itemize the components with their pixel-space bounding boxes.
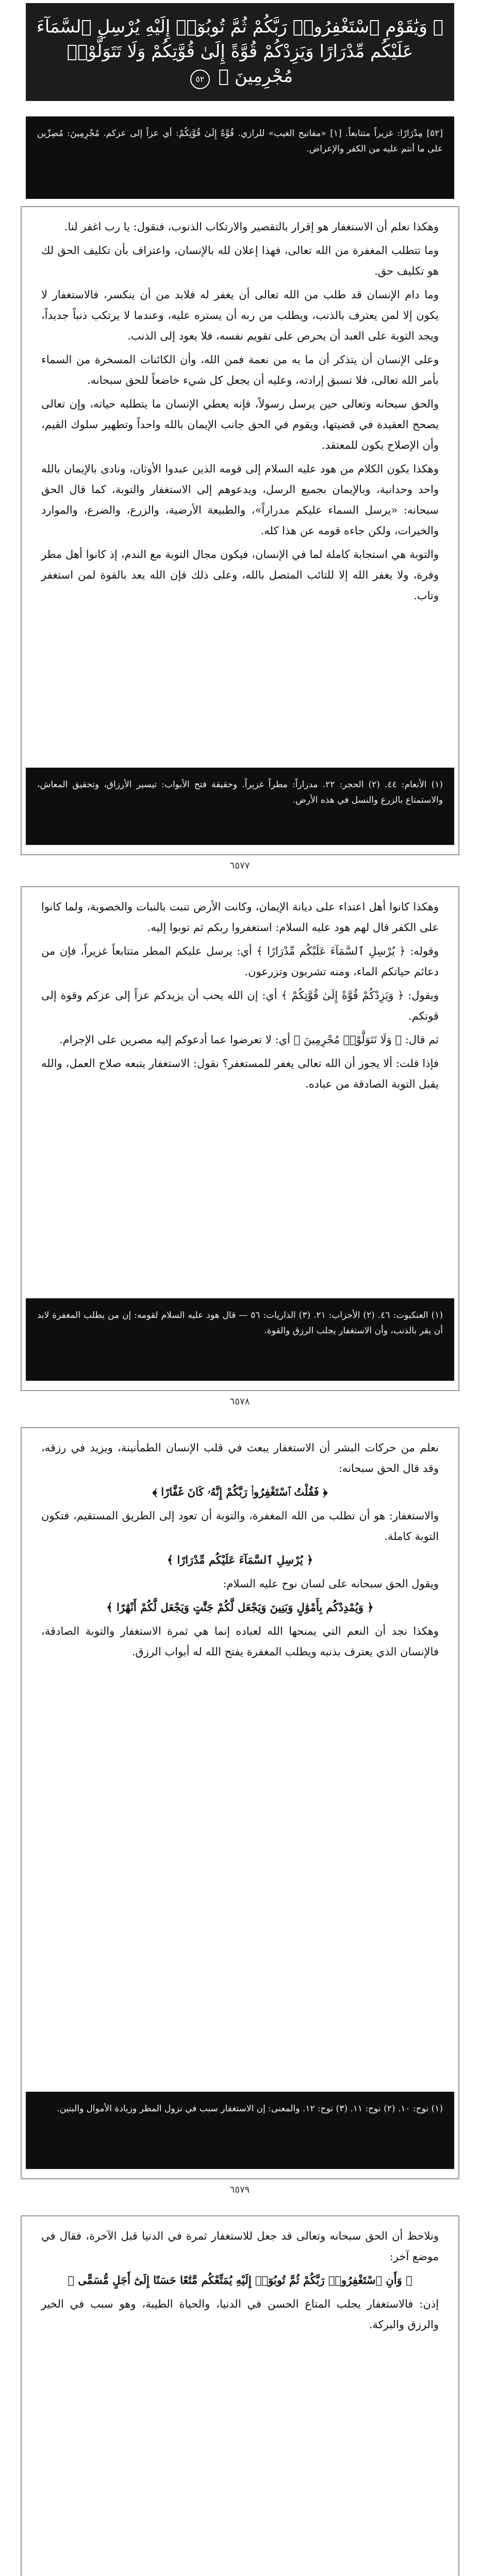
paragraph: ونلاحظ أن الحق سبحانه وتعالى قد جعل للاستغفار ثمرة في الدنيا قبل الآخرة، فقال في موضع آخر: — [41, 2230, 439, 2263]
footnote-band — [26, 116, 454, 199]
paragraph: والتوبة هي استجابة كاملة لما في الإنسان، فيكون مجال التوبة مع الندم، إذ كانوا أهل مطر وفرة، ولا يغفر الله إلا للتائب المتصل بالله، وعلى ذلك فإن الله يعد بالقوة لمن استغفر وتاب. — [41, 548, 439, 602]
paragraph: وهكذا نعلم أن الاستغفار هو إقرار بالتقصير والارتكاب الذنوب، فنقول: يا رب اغفر لنا. — [64, 221, 439, 233]
quran-verse: ﴿ فَقُلْتُ ٱسْتَغْفِرُوا۟ رَبَّكُمْ إِنَّهُۥ كَانَ غَفَّارًا ﴾ — [152, 1485, 328, 1498]
paragraph: وقوله: ﴿ يُرْسِلِ ٱلسَّمَآءَ عَلَيْكُم مِّدْرَارًا ﴾ أي: يرسل عليكم المطر متتابعاً غزيراً، فإن من دعائم حياتكم الماء، ومنه تشربون وتزرعون. — [41, 945, 439, 978]
body-text — [41, 216, 439, 609]
footnote-band — [26, 768, 454, 845]
body-text — [41, 1437, 439, 1665]
footnote-text: (١) العنكبوت: ٤٦. (٢) الأحزاب: ٢١. (٣) الذاريات: ٥٦ — قال هود عليه السلام لقومه: إن من يطلب المغفرة لابد أن يقر بالذنب، وأن الاستغفار يجلب الرزق والقوة. — [37, 1310, 443, 1336]
body-text — [41, 896, 439, 1097]
paragraph: فإذا قلت: ألا يجوز أن الله تعالى يغفر للمستغفر؟ نقول: الاستغفار يتبعه صلاح العمل، والله يقبل التوبة الصادقة من عباده. — [41, 1057, 439, 1090]
paragraph: نعلم من حركات البشر أن الاستغفار يبعث في قلب الإنسان الطمأنينة، ويزيد في رزقه، وقد قال الحق سبحانه: — [41, 1442, 439, 1475]
footnote-band — [26, 1298, 454, 1381]
quran-verse: ﴿ وَيُمْدِدْكُم بِأَمْوَٰلٍ وَبَنِينَ وَيَجْعَل لَّكُمْ جَنَّٰتٍ وَيَجْعَل لَّكُمْ أَنْهَٰرًا ﴾ — [106, 1601, 374, 1614]
quran-verse: ﴿ وَأَنِ ٱسْتَغْفِرُوا۟ رَبَّكُمْ ثُمَّ تُوبُوٓا۟ إِلَيْهِ يُمَتِّعْكُم مَّتَٰعًا حَسَنًا إِلَىٰٓ أَجَلٍ مُّسَمًّى ﴾ — [68, 2274, 412, 2286]
opening-ayah-text: ﴿ وَيَٰقَوْمِ ٱسْتَغْفِرُوا۟ رَبَّكُمْ ثُمَّ تُوبُوٓا۟ إِلَيْهِ يُرْسِلِ ٱلسَّمَآءَ عَلَيْكُم مِّدْرَارًا وَيَزِدْكُمْ قُوَّةً إِلَىٰ قُوَّتِكُمْ وَلَا تَتَوَلَّوْا۟ مُجْرِمِينَ ﴾ — [36, 16, 444, 87]
paragraph: وهكذا كانوا أهل اعتداء على ديانة الإيمان، وكانت الأرض تنبت بالنبات والخصوبة، ولما كانوا على الكفر قال لهم هود عليه السلام: استغفروا ربكم ثم توبوا إليه. — [41, 901, 439, 934]
footnote-text: (١) الأنعام: ٤٤. (٢) الحجر: ٢٢. مدراراً: مطراً غزيراً. وحقيقة فتح الأبواب: تيسير الأرزاق، وتحقيق المعاش، والاستمتاع بالزرع والنسل في هذه الأرض. — [37, 779, 443, 805]
paragraph: وما دام الإنسان قد طلب من الله تعالى أن يغفر له فلابد من أن ينكسر، فالاستغفار لا يكون إلا لمن يعترف بالذنب، ويطلب من ربه أن يستره عليه، وعندما لا يرتكب ذنباً جديداً، ويجد التوبة على العبد أن يحرص على تقويم نفسه، فلا يعود إلى الذنب. — [41, 289, 439, 342]
paragraph: وهكذا نجد أن النعم التي يمنحها الله لعباده إنما هي ثمرة الاستغفار والتوبة الصادقة، فالإنسان الذي يعترف بذنبه ويطلب المغفرة يفتح الله له أبواب الرزق. — [41, 1625, 439, 1658]
paragraph: إذن: فالاستغفار يجلب المتاع الحسن في الدنيا، والحياة الطيبة، وهو سبب في الخير والرزق والبركة. — [41, 2298, 439, 2331]
paragraph: ثم قال: ﴿ وَلَا تَتَوَلَّوْا۟ مُجْرِمِينَ ﴾ أي: لا تعرضوا عما أدعوكم إليه مصرين على الإجرام. — [59, 1033, 439, 1046]
paragraph: والحق سبحانه وتعالى حين يرسل رسولاً، فإنه يعطي الإنسان ما يتطلبه حياته، وإن تعالى يصحح العقيدة في قضيتها، ويقوم في الحق جانب الإيمان بالله واحداً وتطهير سلوك القيم، وأن الإصلاح يكون للمعتقد. — [41, 398, 439, 451]
footnote-text: [٥٢] مِدْرَارًا: غزيراً متتابعاً. [١] «مفاتيح الغيب» للرازي. قُوَّةً إِلَىٰ قُوَّتِكُمْ: أي عزاً إلى عزكم. مُجْرِمِينَ: مُصِرِّين على ما أنتم عليه من الكفر والإعراض. — [37, 128, 443, 154]
ayah-number-ornament: ٥٢ — [190, 70, 210, 89]
paragraph: ويقول الحق سبحانه على لسان نوح عليه السلام: — [223, 1578, 439, 1590]
page-number: ٦٥٧٧ — [229, 860, 250, 871]
body-text — [41, 2226, 439, 2338]
paragraph: وهكذا يكون الكلام من هود عليه السلام إلى قومه الذين عبدوا الأوثان، ونادى بالإيمان بالله واحد وحدانية، وبالإيمان بجميع الرسل، ويدعوهم إلى الاستغفار والتوبة، كما قال الحق سبحانه: «يرسل السماء عليكم مدراراً»، والطبيعة الأرضية، والزرع، والضرع، والموارد والخيرات، ولكن جاءه قومه عن هذا كله. — [41, 463, 439, 537]
quran-verse: ﴿ يُرْسِلِ ٱلسَّمَآءَ عَلَيْكُم مِّدْرَارًا ﴾ — [167, 1553, 313, 1566]
paragraph: وما تتطلب المغفرة من الله تعالى، فهذا إعلان لله بالإنسان، واعتراف بأن تكليف الحق لك هو تكليف حق. — [41, 244, 439, 277]
page-number: ٦٥٧٨ — [229, 1396, 250, 1407]
paragraph: وعلى الإنسان أن يتذكر أن ما به من نعمة فمن الله، وأن الكائنات المسخرة من السماء بأمر الله تعالى، فلا تسبق إرادته، وعليه أن يجعل كل شيء خاضعاً للحق سبحانه. — [41, 353, 439, 386]
footnote-band — [26, 2092, 454, 2169]
opening-ayah-band — [26, 3, 454, 101]
page-number: ٦٥٧٩ — [229, 2184, 250, 2195]
paragraph: والاستغفار: هو أن تطلب من الله المغفرة، والتوبة أن تعود إلى الطريق المستقيم، فتكون التوبة كاملة. — [41, 1510, 439, 1543]
paragraph: ويقول: ﴿ وَيَزِدْكُمْ قُوَّةً إِلَىٰ قُوَّتِكُمْ ﴾ أي: إن الله يحب أن يزيدكم عزاً إلى عزكم وقوة إلى قوتكم. — [41, 989, 439, 1022]
footnote-text: (١) نوح: ١٠. (٢) نوح: ١١. (٣) نوح: ١٢. والمعنى: إن الاستغفار سبب في نزول المطر وزيادة الأموال والبنين. — [57, 2104, 443, 2114]
